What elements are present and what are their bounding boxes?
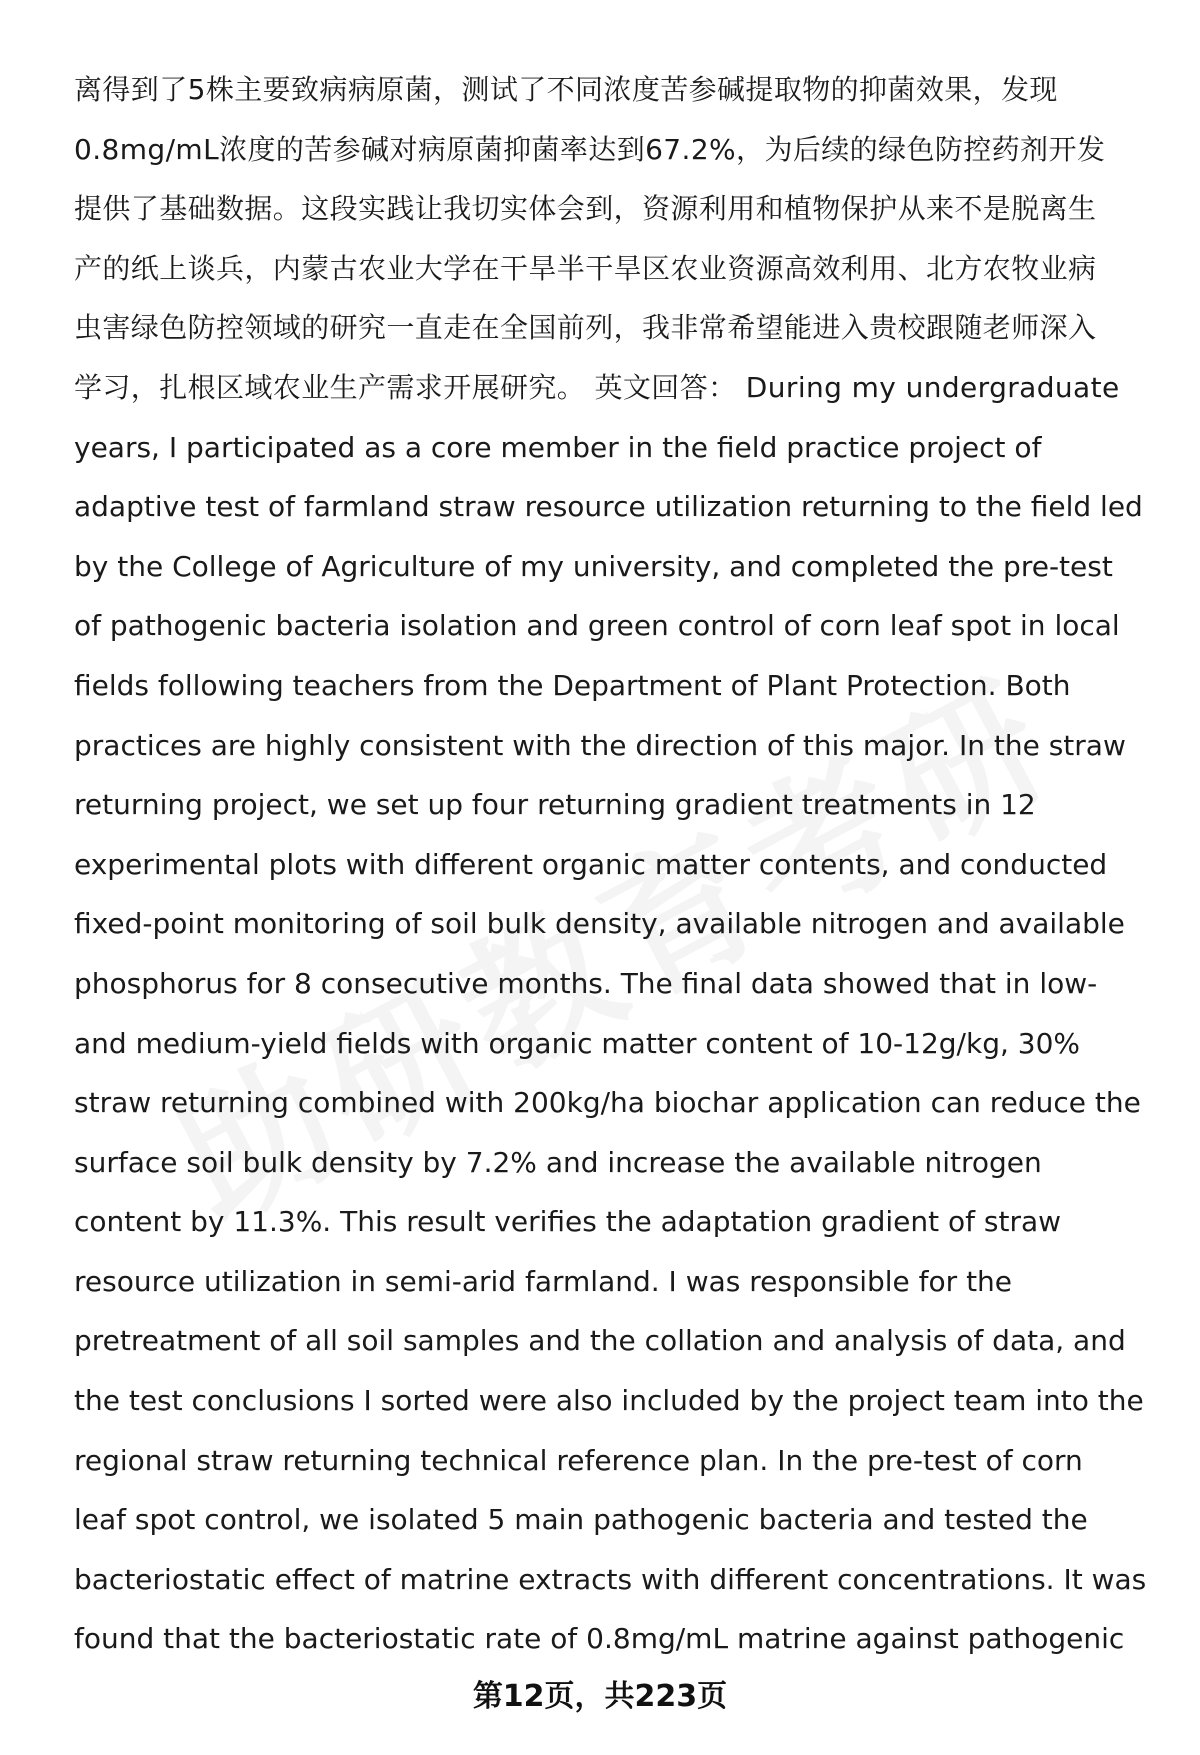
text-line: regional straw returning technical reference plan. In the pre-test of corn — [74, 1443, 1083, 1477]
text-line: experimental plots with different organic matter contents, and conducted — [74, 847, 1108, 881]
text-line: practices are highly consistent with the direction of this major. In the straw — [74, 728, 1126, 762]
text-line: 学习，扎根区域农业生产需求开展研究。 英文回答： During my undergraduate — [74, 370, 1120, 404]
page-footer — [0, 1677, 1200, 1717]
text-line: surface soil bulk density by 7.2% and increase the available nitrogen — [74, 1145, 1042, 1179]
text-line: adaptive test of farmland straw resource utilization returning to the field led — [74, 490, 1143, 524]
text-line: leaf spot control, we isolated 5 main pathogenic bacteria and tested the — [74, 1503, 1088, 1537]
text-line: bacteriostatic effect of matrine extracts with different concentrations. It was — [74, 1562, 1147, 1596]
text-line: pretreatment of all soil samples and the collation and analysis of data, and — [74, 1324, 1126, 1358]
text-line: returning project, we set up four returning gradient treatments in 12 — [74, 788, 1036, 822]
text-line: 0.8mg/mL浓度的苦参碱对病原菌抑菌率达到67.2%，为后续的绿色防控药剂开发 — [74, 132, 1106, 166]
text-line: found that the bacteriostatic rate of 0.8mg/mL matrine against pathogenic — [74, 1622, 1125, 1656]
body-paragraph — [74, 60, 1164, 1669]
text-line: resource utilization in semi-arid farmland. I was responsible for the — [74, 1264, 1013, 1298]
text-line: 虫害绿色防控领域的研究一直走在全国前列，我非常希望能进入贵校跟随老师深入 — [74, 311, 1097, 345]
text-line: years, I participated as a core member in the field practice project of — [74, 430, 1042, 464]
text-line: 提供了基础数据。这段实践让我切实体会到，资源利用和植物保护从来不是脱离生 — [74, 192, 1097, 226]
text-line: straw returning combined with 200kg/ha biochar application can reduce the — [74, 1086, 1141, 1120]
page-number: 第12页，共223页 — [472, 1679, 728, 1714]
text-line: of pathogenic bacteria isolation and green control of corn leaf spot in local — [74, 609, 1120, 643]
text-line: by the College of Agriculture of my university, and completed the pre-test — [74, 549, 1113, 583]
text-line: fixed-point monitoring of soil bulk density, available nitrogen and available — [74, 907, 1125, 941]
text-line: 离得到了5株主要致病病原菌，测试了不同浓度苦参碱提取物的抑菌效果，发现 — [74, 73, 1058, 106]
text-line: phosphorus for 8 consecutive months. The final data showed that in low- — [74, 966, 1098, 1000]
text-line: fields following teachers from the Department of Plant Protection. Both — [74, 668, 1071, 702]
text-line: 产的纸上谈兵，内蒙古农业大学在干旱半干旱区农业资源高效利用、北方农牧业病 — [74, 251, 1097, 285]
text-line: content by 11.3%. This result verifies the adaptation gradient of straw — [74, 1205, 1062, 1239]
text-line: and medium-yield fields with organic matter content of 10-12g/kg, 30% — [74, 1026, 1081, 1060]
text-line: the test conclusions I sorted were also included by the project team into the — [74, 1384, 1144, 1418]
